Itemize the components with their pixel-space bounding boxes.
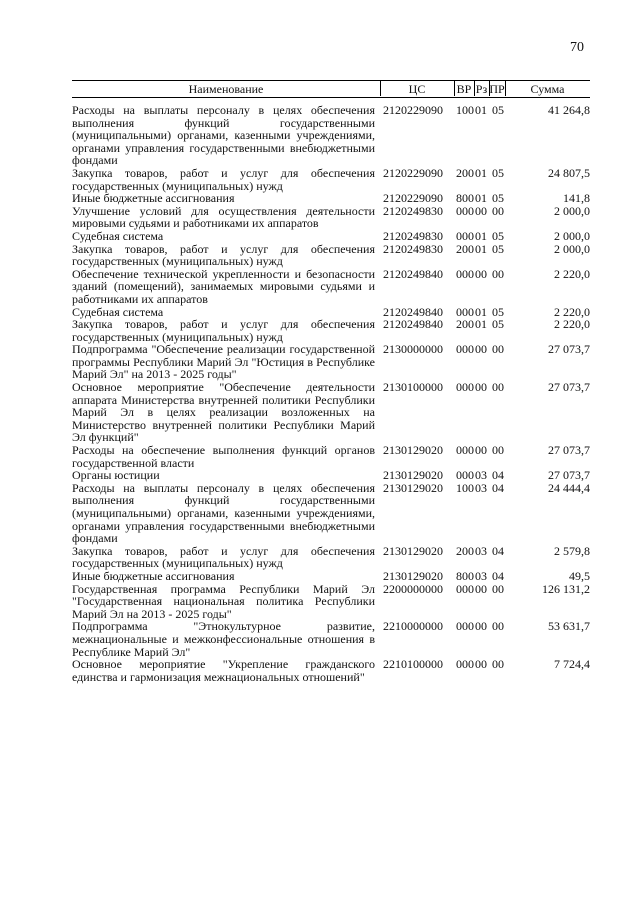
row-sum: 27 073,7 <box>548 342 590 357</box>
table-row <box>72 205 590 230</box>
row-name: Государственная программа Республики Марий Эл "Государственная национальная политика Республики Марий Эл на 2013 - 2025 годы" <box>72 581 375 621</box>
row-cs: 2130129020 <box>383 568 443 583</box>
row-cs: 2120229090 <box>383 191 443 206</box>
row-pr: 00 <box>492 619 504 634</box>
row-rz: 01 <box>475 103 487 117</box>
row-name: Подпрограмма "Этнокультурное развитие, межнациональные и межконфессиональные отношения в Республике Марий Эл" <box>72 619 375 659</box>
row-cs: 2120229090 <box>383 165 443 180</box>
row-sum: 27 073,7 <box>548 380 590 395</box>
row-rz: 01 <box>475 241 487 256</box>
row-pr: 00 <box>492 443 504 458</box>
row-sum: 27 073,7 <box>548 468 590 483</box>
row-vr: 100 <box>456 480 474 495</box>
row-cs: 2120249840 <box>383 304 443 319</box>
row-name: Иные бюджетные ассигнования <box>72 191 235 206</box>
row-name: Закупка товаров, работ и услуг для обеспечения государственных (муниципальных) нужд <box>72 543 375 571</box>
row-name: Основное мероприятие "Укрепление гражданского единства и гармонизация межнациональных отношений" <box>72 657 375 684</box>
row-rz: 00 <box>475 266 487 281</box>
row-pr: 05 <box>492 103 504 117</box>
row-vr: 000 <box>456 581 474 596</box>
row-cs: 2120249830 <box>383 241 443 256</box>
row-pr: 00 <box>492 581 504 596</box>
row-sum: 141,8 <box>563 191 590 206</box>
table-body <box>72 104 590 683</box>
table-row <box>72 482 590 545</box>
row-pr: 04 <box>492 568 504 583</box>
row-vr: 800 <box>456 568 474 583</box>
row-sum: 27 073,7 <box>548 443 590 458</box>
table-row <box>72 658 590 683</box>
row-cs: 2210000000 <box>383 619 443 634</box>
row-vr: 000 <box>456 203 474 218</box>
row-cs: 2130100000 <box>383 380 443 395</box>
row-cs: 2120249830 <box>383 228 443 243</box>
row-pr: 05 <box>492 304 504 319</box>
row-rz: 03 <box>475 468 487 483</box>
row-vr: 000 <box>456 228 474 243</box>
row-sum: 53 631,7 <box>548 619 590 634</box>
row-vr: 000 <box>456 443 474 458</box>
row-name: Подпрограмма "Обеспечение реализации государственной программы Республики Марий Эл "Юстиция в Республике Марий Эл" на 2013 - 2025 годы" <box>72 342 375 382</box>
row-name: Органы юстиции <box>72 468 160 483</box>
table-row <box>72 469 590 482</box>
row-sum: 2 579,8 <box>554 543 590 558</box>
row-pr: 04 <box>492 543 504 558</box>
column-divider <box>505 80 506 96</box>
row-name: Расходы на выплаты персоналу в целях обеспечения выполнения функций государственными (муниципальными) органами, казенными учреждениями, органами управления государственными внебюджетными фондами <box>72 480 375 546</box>
header-name: Наименование <box>188 82 264 96</box>
row-vr: 000 <box>456 380 474 395</box>
row-rz: 00 <box>475 581 487 596</box>
row-rz: 00 <box>475 380 487 395</box>
table-row <box>72 318 590 343</box>
row-pr: 04 <box>492 480 504 495</box>
row-rz: 00 <box>475 657 487 672</box>
row-name: Расходы на обеспечение выполнения функций органов государственной власти <box>72 443 375 470</box>
row-name: Расходы на выплаты персоналу в целях обеспечения выполнения функций государственными (муниципальными) органами, казенными учреждениями, органами управления государственными внебюджетными фондами <box>72 103 375 168</box>
column-divider <box>474 80 475 96</box>
row-sum: 24 444,4 <box>548 480 590 495</box>
row-sum: 41 264,8 <box>548 103 590 117</box>
row-pr: 00 <box>492 203 504 218</box>
row-pr: 00 <box>492 342 504 357</box>
row-sum: 7 724,4 <box>554 657 590 672</box>
row-rz: 00 <box>475 443 487 458</box>
row-sum: 2 000,0 <box>554 241 590 256</box>
column-divider <box>454 80 455 96</box>
header-cs: ЦС <box>408 82 426 96</box>
row-pr: 05 <box>492 228 504 243</box>
row-cs: 2130129020 <box>383 543 443 558</box>
row-pr: 05 <box>492 191 504 206</box>
row-name: Основное мероприятие "Обеспечение деятельности аппарата Министерства внутренней политики Республики Марий Эл в целях реализации возложенных на Министерство внутренней политики Республики Марий Эл функций" <box>72 380 375 445</box>
row-sum: 2 220,0 <box>554 317 590 332</box>
row-vr: 000 <box>456 619 474 634</box>
row-name: Обеспечение технической укрепленности и безопасности зданий (помещений), занимаемых мировыми судьями и работниками их аппаратов <box>72 266 375 306</box>
row-cs: 2120249830 <box>383 203 443 218</box>
row-vr: 000 <box>456 304 474 319</box>
table-row <box>72 192 590 205</box>
row-rz: 03 <box>475 480 487 495</box>
row-sum: 24 807,5 <box>548 165 590 180</box>
row-rz: 03 <box>475 543 487 558</box>
row-sum: 2 000,0 <box>554 203 590 218</box>
row-vr: 000 <box>456 468 474 483</box>
row-vr: 200 <box>456 317 474 332</box>
row-pr: 05 <box>492 241 504 256</box>
row-vr: 800 <box>456 191 474 206</box>
header-rz: Рз <box>475 82 488 96</box>
row-sum: 2 000,0 <box>554 228 590 243</box>
row-vr: 200 <box>456 543 474 558</box>
row-name: Судебная система <box>72 228 164 243</box>
row-cs: 2130129020 <box>383 443 443 458</box>
row-rz: 00 <box>475 619 487 634</box>
table-row <box>72 583 590 621</box>
table-row <box>72 243 590 268</box>
row-vr: 100 <box>456 103 474 117</box>
table-row <box>72 381 590 444</box>
row-rz: 00 <box>475 342 487 357</box>
table-row <box>72 167 590 192</box>
row-name: Иные бюджетные ассигнования <box>72 568 235 583</box>
row-pr: 05 <box>492 317 504 332</box>
row-sum: 2 220,0 <box>554 304 590 319</box>
table-row <box>72 620 590 658</box>
row-rz: 00 <box>475 203 487 218</box>
row-cs: 2200000000 <box>383 581 443 596</box>
row-sum: 49,5 <box>569 568 590 583</box>
header-vr: ВР <box>456 82 472 96</box>
row-rz: 01 <box>475 304 487 319</box>
row-name: Закупка товаров, работ и услуг для обеспечения государственных (муниципальных) нужд <box>72 165 375 193</box>
row-cs: 2210100000 <box>383 657 443 672</box>
row-name: Улучшение условий для осуществления деятельности мировыми судьями и работниками их аппаратов <box>72 203 375 231</box>
table-row <box>72 570 590 583</box>
row-cs: 2120229090 <box>383 103 443 117</box>
column-divider <box>489 80 490 96</box>
row-name: Закупка товаров, работ и услуг для обеспечения государственных (муниципальных) нужд <box>72 317 375 344</box>
row-vr: 000 <box>456 342 474 357</box>
row-vr: 000 <box>456 657 474 672</box>
table-row <box>72 444 590 469</box>
row-pr: 00 <box>492 380 504 395</box>
row-cs: 2120249840 <box>383 317 443 332</box>
row-pr: 05 <box>492 165 504 180</box>
row-pr: 00 <box>492 266 504 281</box>
row-rz: 03 <box>475 568 487 583</box>
row-vr: 200 <box>456 165 474 180</box>
table-row <box>72 104 590 167</box>
row-pr: 04 <box>492 468 504 483</box>
column-divider <box>380 80 381 96</box>
row-name: Закупка товаров, работ и услуг для обеспечения государственных (муниципальных) нужд <box>72 241 375 269</box>
table-row <box>72 545 590 570</box>
table-row <box>72 268 590 306</box>
row-cs: 2130129020 <box>383 480 443 495</box>
header-pr: ПР <box>489 82 505 96</box>
row-vr: 000 <box>456 266 474 281</box>
row-name: Судебная система <box>72 304 164 319</box>
header-sum: Сумма <box>530 82 565 96</box>
row-cs: 2120249840 <box>383 266 443 281</box>
row-pr: 00 <box>492 657 504 672</box>
row-rz: 01 <box>475 317 487 332</box>
table-row <box>72 343 590 381</box>
row-cs: 2130000000 <box>383 342 443 357</box>
table-row <box>72 230 590 243</box>
row-cs: 2130129020 <box>383 468 443 483</box>
page-number: 70 <box>570 40 584 55</box>
row-rz: 01 <box>475 191 487 206</box>
row-vr: 200 <box>456 241 474 256</box>
table-header <box>72 80 590 98</box>
row-sum: 126 131,2 <box>542 581 590 596</box>
row-sum: 2 220,0 <box>554 266 590 281</box>
row-rz: 01 <box>475 228 487 243</box>
row-rz: 01 <box>475 165 487 180</box>
